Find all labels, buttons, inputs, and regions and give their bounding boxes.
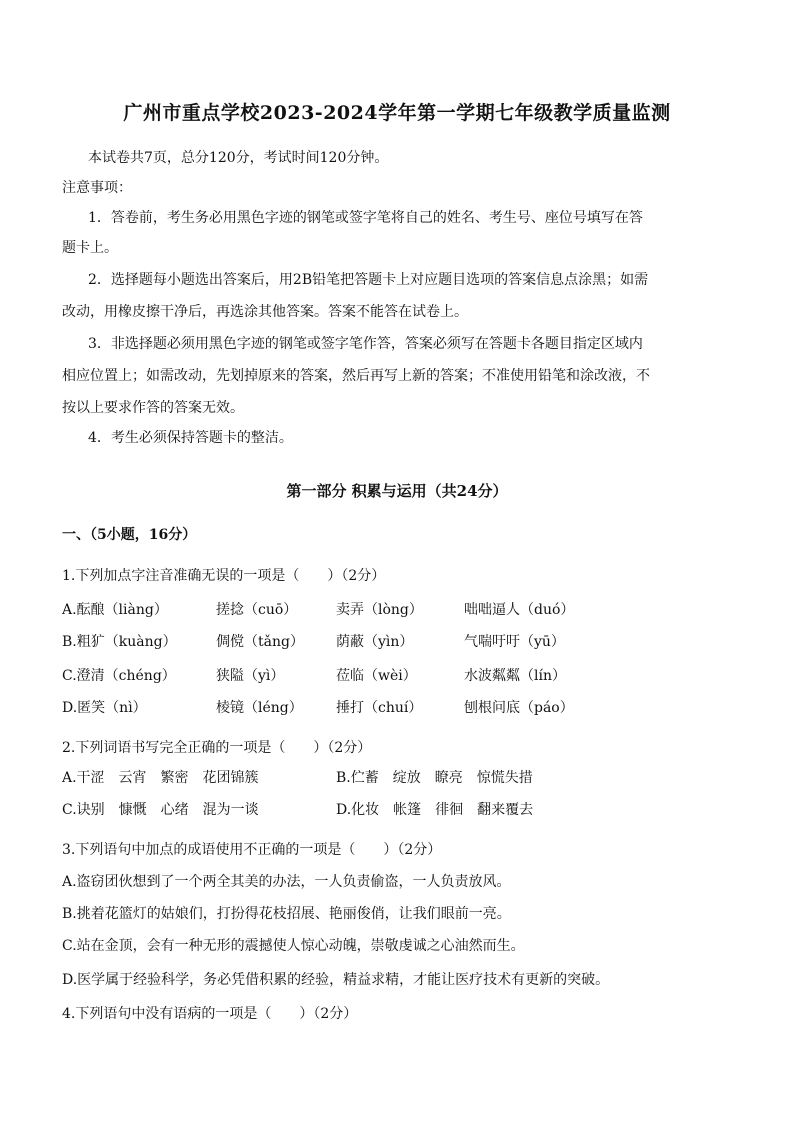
q3-option-c: C.站在金顶，会有一种无形的震撼使人惊心动魄，崇敬虔诚之心油然而生。 xyxy=(62,938,525,954)
intro-text: 本试卷共7页，总分120分，考试时间120分钟。 xyxy=(88,150,389,166)
q1-option-a-2: 搓捻（cuō） xyxy=(216,602,298,618)
q3-option-a: A.盗窃团伙想到了一个两全其美的办法，一人负责偷盗，一人负责放风。 xyxy=(62,874,511,890)
q1-option-b-2: 倜傥（tǎng） xyxy=(216,634,304,650)
q1-option-d-1: D.匿笑（nì） xyxy=(62,700,147,716)
question-2-stem: 2.下列词语书写完全正确的一项是（ ）（2分） xyxy=(62,740,372,756)
q1-option-c-1: C.澄清（chéng） xyxy=(62,668,176,684)
q2-option-a: A.干涩 云宵 繁密 花团锦簇 xyxy=(62,770,259,786)
q1-option-b-3: 荫蔽（yìn） xyxy=(336,634,414,650)
q3-option-d: D.医学属于经验科学，务必凭借积累的经验，精益求精，才能让医疗技术有更新的突破。 xyxy=(62,972,610,988)
q1-option-d-3: 捶打（chuí） xyxy=(336,700,423,716)
q1-option-a-4: 咄咄逼人（duó） xyxy=(464,602,575,618)
q1-option-d-4: 刨根问底（páo） xyxy=(464,700,574,716)
q1-option-b-1: B.粗犷（kuàng） xyxy=(62,634,177,650)
notice-item-2: 2．选择题每小题选出答案后，用2B铅笔把答题卡上对应题目选项的答案信息点涂黑；如需 xyxy=(88,272,649,288)
q1-option-a-1: A.酝酿（liàng） xyxy=(62,602,168,618)
q1-option-d-2: 棱镜（léng） xyxy=(216,700,303,716)
notice-item-3-cont2: 按以上要求作答的答案无效。 xyxy=(62,400,244,416)
q1-option-c-3: 莅临（wèi） xyxy=(336,668,417,684)
q1-option-b-4: 气喘吁吁（yū） xyxy=(464,634,565,650)
q1-option-a-3: 卖弄（lòng） xyxy=(336,602,423,618)
q2-option-d: D.化妆 帐篷 徘徊 翻来覆去 xyxy=(336,802,534,818)
notice-item-2-cont: 改动，用橡皮擦干净后，再选涂其他答案。答案不能答在试卷上。 xyxy=(62,304,468,320)
question-4-stem: 4.下列语句中没有语病的一项是（ ）（2分） xyxy=(62,1006,358,1022)
part-one-heading: 第一部分 积累与运用（共24分） xyxy=(286,482,508,500)
q2-option-c: C.诀别 慷慨 心绪 混为一谈 xyxy=(62,802,259,818)
page-title: 广州市重点学校2023-2024学年第一学期七年级教学质量监测 xyxy=(123,102,671,124)
question-3-stem: 3.下列语句中加点的成语使用不正确的一项是（ ）（2分） xyxy=(62,842,442,858)
notice-item-3: 3．非选择题必须用黑色字迹的钢笔或签字笔作答，答案必须写在答题卡各题目指定区域内 xyxy=(88,336,643,352)
section-one-heading: 一、（5小题，16分） xyxy=(62,527,197,543)
notice-item-3-cont: 相应位置上；如需改动，先划掉原来的答案，然后再写上新的答案；不准使用铅笔和涂改液，不 xyxy=(62,368,650,384)
q3-option-b: B.挑着花篮灯的姑娘们，打扮得花枝招展、艳丽俊俏，让我们眼前一亮。 xyxy=(62,906,511,922)
notice-heading: 注意事项： xyxy=(62,180,132,196)
notice-item-1-cont: 题卡上。 xyxy=(62,240,118,256)
notice-item-1: 1．答卷前，考生务必用黑色字迹的钢笔或签字笔将自己的姓名、考生号、座位号填写在答 xyxy=(88,210,643,226)
question-1-stem: 1.下列加点字注音准确无误的一项是（ ）（2分） xyxy=(62,568,386,584)
q1-option-c-2: 狭隘（yì） xyxy=(216,668,285,684)
q1-option-c-4: 水波粼粼（lín） xyxy=(464,668,566,684)
q2-option-b: B.伫蓄 绽放 瞭亮 惊慌失措 xyxy=(336,770,533,786)
notice-item-4: 4．考生必须保持答题卡的整洁。 xyxy=(88,430,293,446)
